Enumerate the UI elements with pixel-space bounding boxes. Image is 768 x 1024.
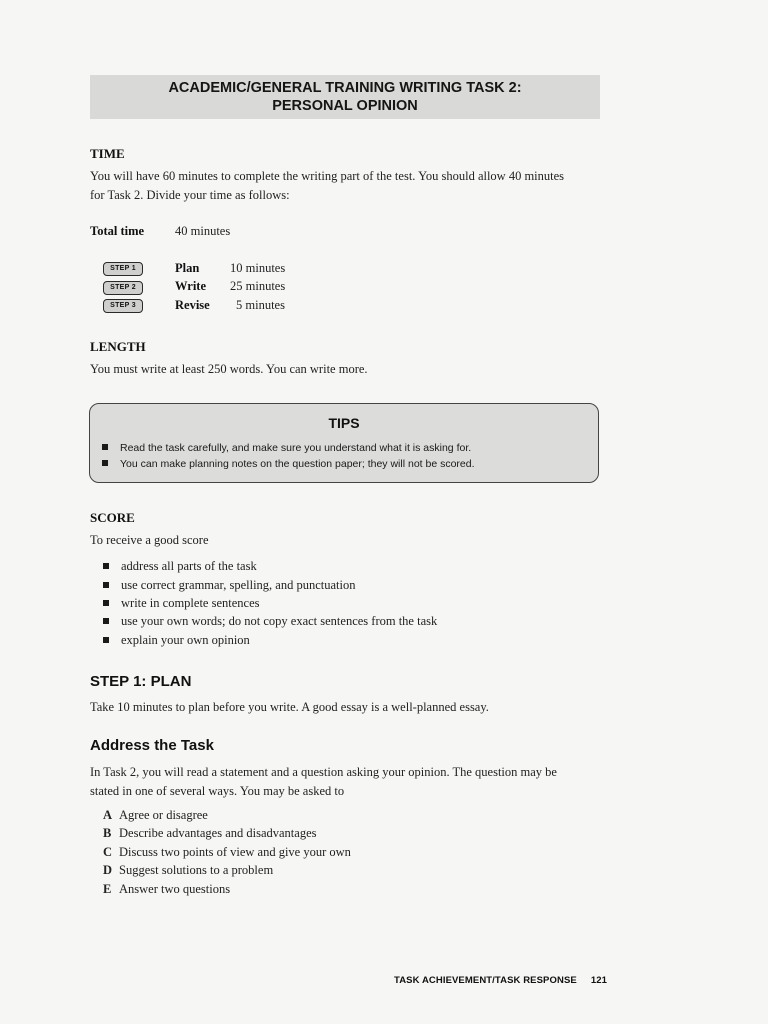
step-1-duration: 10 minutes [230, 261, 286, 275]
option-letter: C [103, 845, 113, 859]
length-text: You must write at least 250 words. You can write more. [90, 362, 368, 376]
footer-section-title: TASK ACHIEVEMENT/TASK RESPONSE [394, 975, 577, 986]
time-paragraph-line-1: You will have 60 minutes to complete the writing part of the test. You should allow 40 minutes [90, 169, 565, 183]
score-list-item-text: use your own words; do not copy exact sentences from the task [121, 614, 438, 628]
step-1-name: Plan [175, 261, 200, 275]
step-2-badge: STEP 2 [103, 281, 143, 295]
step-2-duration: 25 minutes [230, 279, 286, 293]
tips-box [89, 403, 599, 483]
tips-title: TIPS [328, 415, 360, 431]
score-list-item [103, 596, 260, 611]
total-time-value: 40 minutes [175, 224, 231, 238]
step-3-duration: 5 minutes [236, 298, 285, 312]
time-heading: TIME [90, 146, 125, 161]
step-3-badge: STEP 3 [103, 299, 143, 313]
address-paragraph-line-1: In Task 2, you will read a statement and a question asking your opinion. The question may be [90, 765, 557, 779]
option-text: Suggest solutions to a problem [119, 863, 274, 877]
tip-item-text: Read the task carefully, and make sure you understand what it is asking for. [120, 442, 472, 454]
step1-heading: STEP 1: PLAN [90, 673, 192, 690]
step1-text: Take 10 minutes to plan before you write. A good essay is a well-planned essay. [90, 700, 489, 714]
tip-item [102, 458, 475, 470]
tip-item-text: You can make planning notes on the question paper; they will not be scored. [120, 458, 475, 470]
time-paragraph [90, 167, 610, 205]
title-line-1: ACADEMIC/GENERAL TRAINING WRITING TASK 2: [168, 80, 522, 96]
step-2-name: Write [175, 279, 207, 293]
score-list-item-text: explain your own opinion [121, 633, 250, 647]
score-list-item [103, 614, 437, 629]
score-intro: To receive a good score [90, 533, 209, 547]
option-text: Describe advantages and disadvantages [119, 826, 317, 840]
option-letter: E [103, 882, 112, 896]
option-letter: D [103, 863, 113, 877]
option-item [103, 882, 230, 897]
address-paragraph [90, 763, 610, 801]
address-heading: Address the Task [90, 737, 214, 754]
score-list-item [103, 578, 356, 593]
option-item [103, 808, 208, 823]
option-text: Discuss two points of view and give your own [119, 845, 351, 859]
title-banner [90, 75, 600, 119]
score-heading: SCORE [90, 510, 135, 525]
step-3-name: Revise [175, 298, 210, 312]
score-list-item-text: use correct grammar, spelling, and punctuation [121, 578, 356, 592]
bullet-icon [103, 637, 109, 643]
option-letter: A [103, 808, 113, 822]
bullet-icon [103, 563, 109, 569]
score-list-item [103, 633, 250, 648]
tip-item [102, 442, 471, 454]
page-footer [394, 975, 607, 986]
title-line-2: PERSONAL OPINION [272, 98, 418, 114]
option-text: Agree or disagree [119, 808, 208, 822]
bullet-icon [102, 444, 108, 450]
option-item [103, 845, 351, 860]
bullet-icon [103, 600, 109, 606]
bullet-icon [102, 460, 108, 466]
total-time-label: Total time [90, 224, 145, 238]
option-item [103, 826, 317, 841]
option-letter: B [103, 826, 112, 840]
page-number: 121 [590, 975, 607, 986]
score-list-item [103, 559, 257, 574]
time-paragraph-line-2: for Task 2. Divide your time as follows: [90, 188, 290, 202]
score-list-item-text: write in complete sentences [121, 596, 260, 610]
step-1-badge: STEP 1 [103, 262, 143, 276]
address-paragraph-line-2: stated in one of several ways. You may be asked to [90, 784, 345, 798]
score-list-item-text: address all parts of the task [121, 559, 257, 573]
option-text: Answer two questions [119, 882, 231, 896]
bullet-icon [103, 582, 109, 588]
bullet-icon [103, 618, 109, 624]
length-heading: LENGTH [90, 339, 146, 354]
option-item [103, 863, 273, 878]
